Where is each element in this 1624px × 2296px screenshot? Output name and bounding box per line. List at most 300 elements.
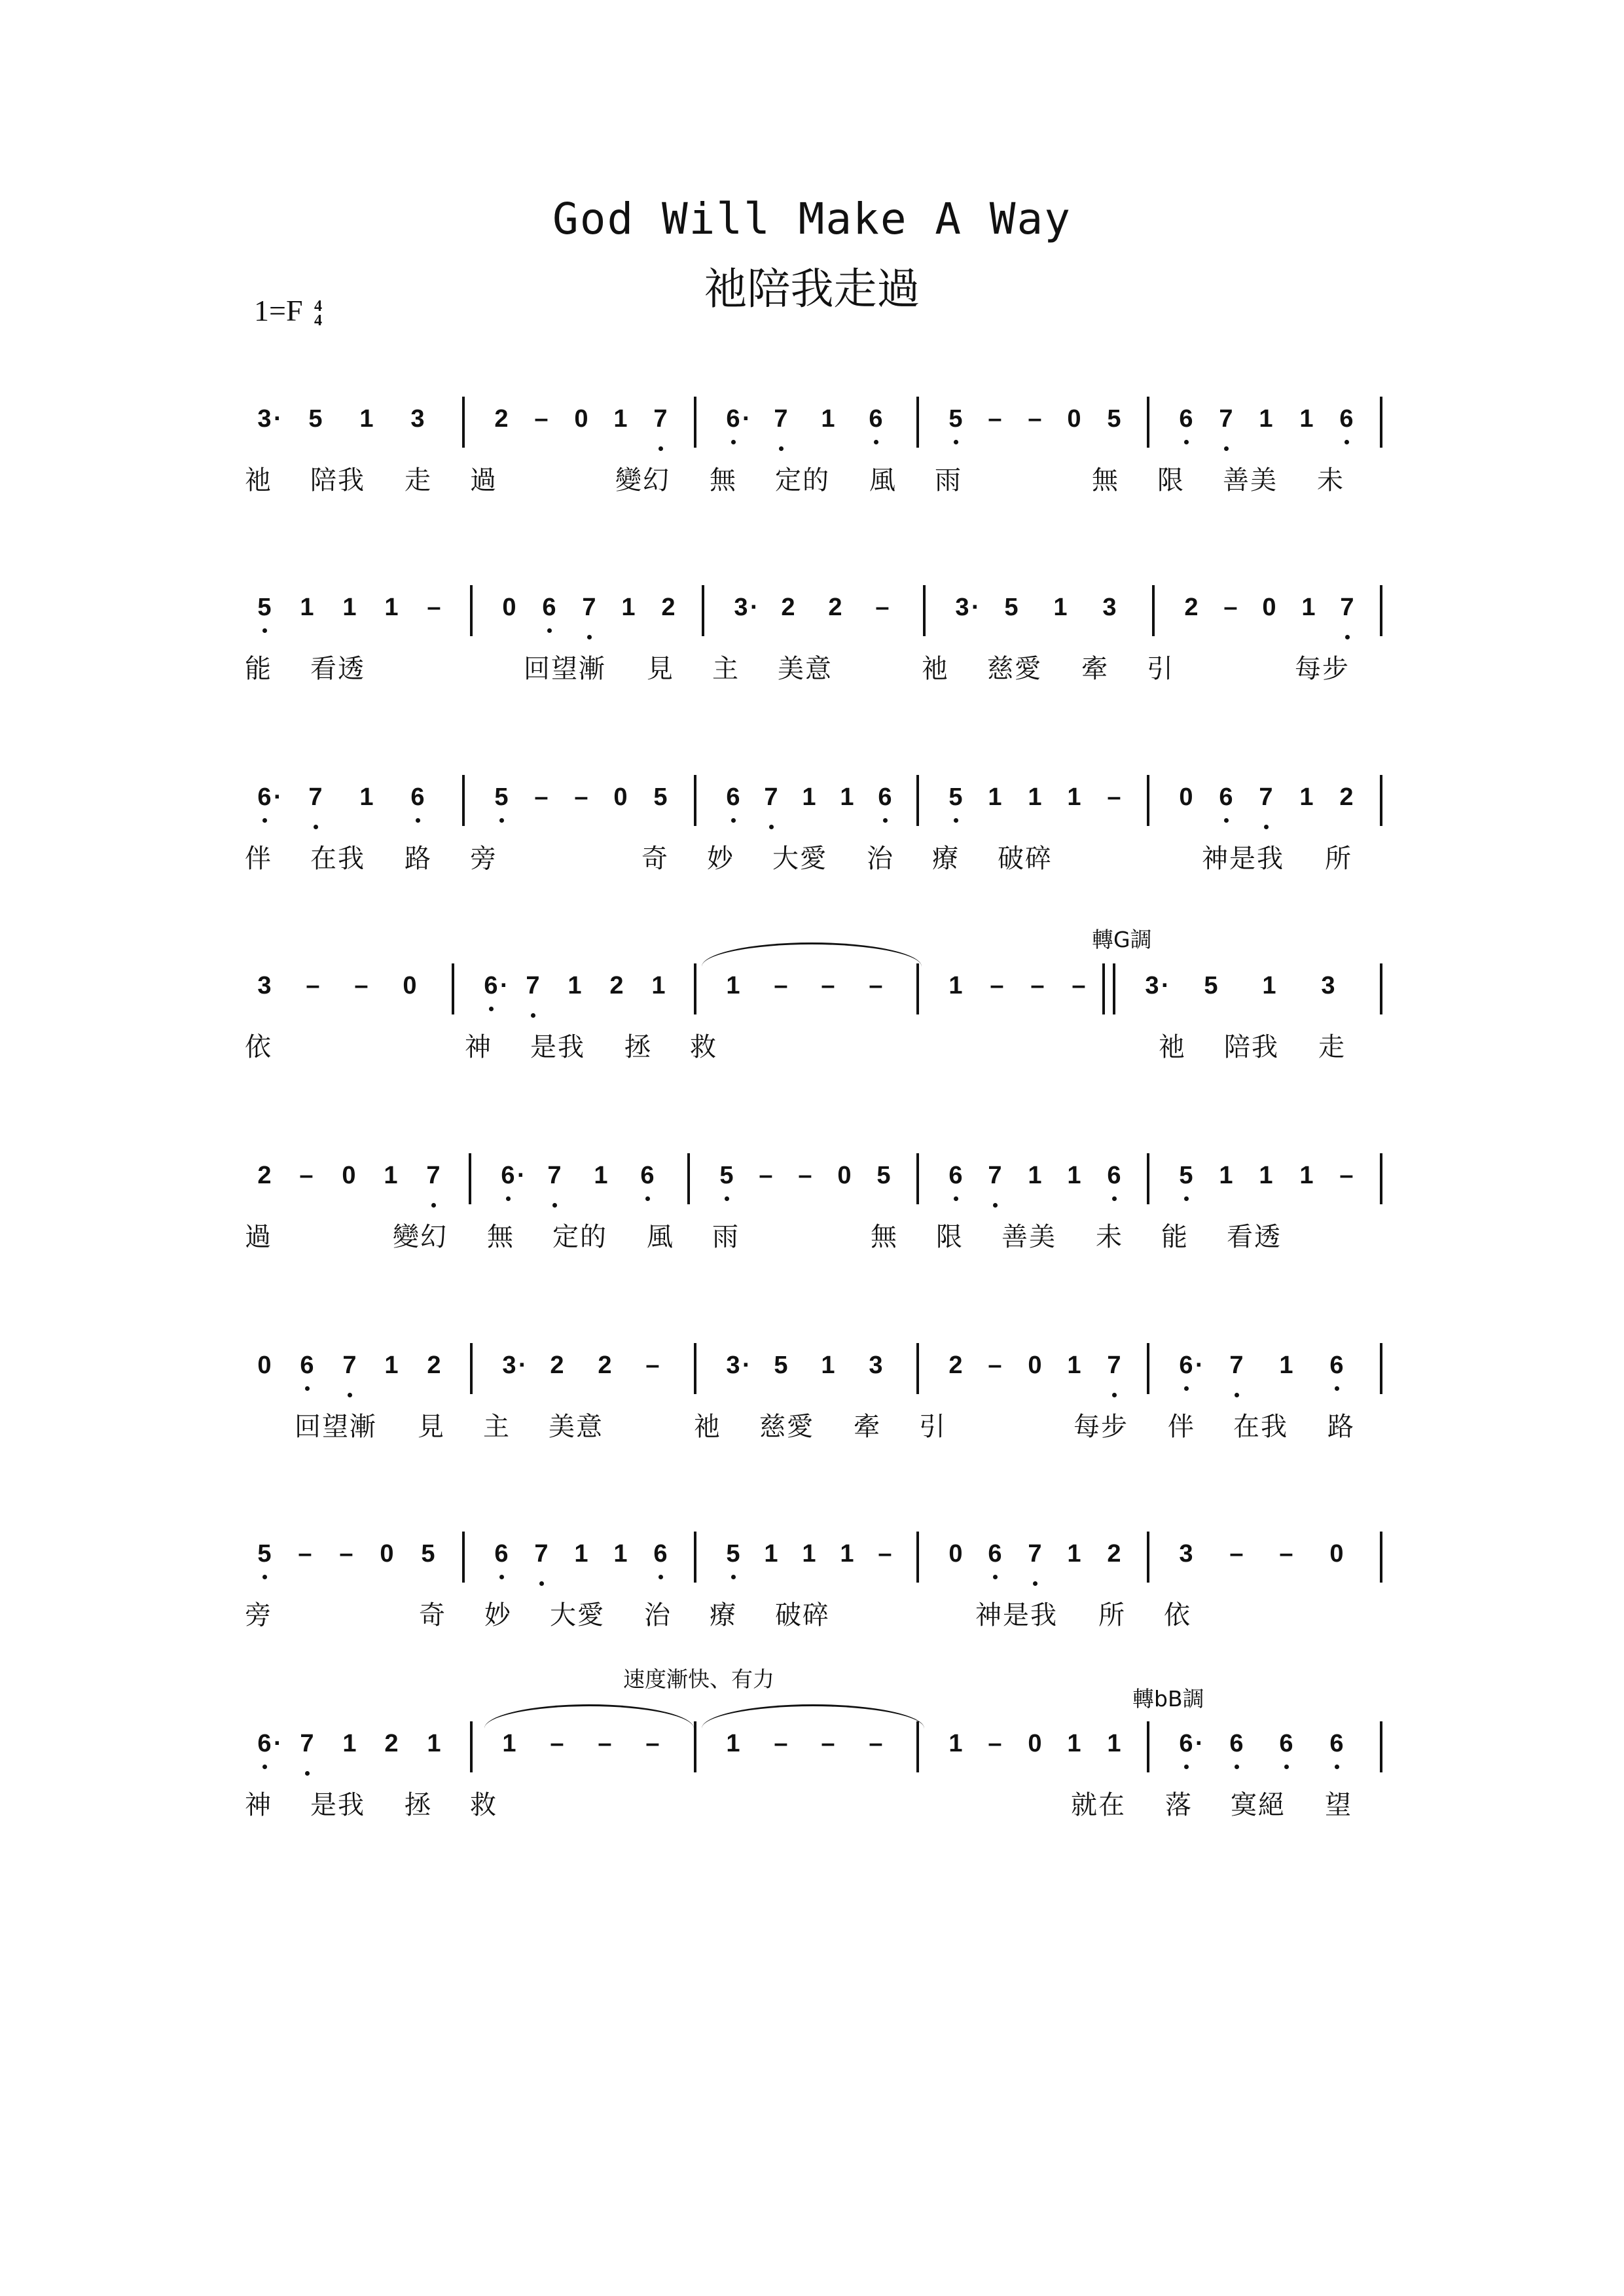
jianpu-note: 1 (802, 1540, 816, 1568)
jianpu-note: 0 (342, 1162, 356, 1189)
tempo-marking: 速度漸快、有力 (623, 1666, 774, 1692)
jianpu-note: 2 (1107, 1540, 1121, 1568)
low-octave-dot (779, 446, 784, 451)
jianpu-note: 3 (726, 1352, 740, 1379)
jianpu-note: 1 (384, 1352, 399, 1379)
barline (470, 585, 473, 636)
jianpu-note: 5 (876, 1162, 891, 1189)
low-octave-dot (262, 1575, 267, 1579)
jianpu-note: 3 (955, 594, 969, 621)
jianpu-note: 6 (398, 779, 437, 816)
low-octave-dot (1184, 1765, 1189, 1769)
barline (470, 1721, 473, 1772)
lyric-syllable: 變幻 (393, 1222, 448, 1252)
barline (916, 775, 919, 826)
jianpu-note: 5 (707, 1157, 746, 1194)
time-sig-bottom: 4 (314, 312, 323, 330)
score-line (0, 1725, 1624, 1843)
jianpu-note: 5 (653, 783, 668, 811)
jianpu-note: 7 (641, 401, 680, 437)
lyric-syllable: 風 (647, 1222, 674, 1252)
jianpu-note: 7 (1217, 1347, 1256, 1384)
low-octave-dot (874, 440, 878, 444)
jianpu-note: 7 (1246, 779, 1286, 816)
jianpu-note: 0 (1067, 405, 1081, 433)
barline (1147, 1153, 1149, 1204)
barline (1380, 585, 1382, 636)
jianpu-note: – (1072, 972, 1086, 999)
song-title-chinese: 祂陪我走過 (704, 264, 920, 314)
augmentation-dot: · (500, 972, 509, 999)
low-octave-dot (993, 1203, 998, 1208)
jianpu-note: 3 (1179, 1540, 1193, 1568)
barline (916, 1153, 919, 1204)
augmentation-dot: · (274, 1730, 282, 1757)
lyric-syllable: 破碎 (775, 1600, 830, 1630)
song-title-english: God Will Make A Way (552, 194, 1072, 244)
jianpu-note: – (339, 1540, 353, 1568)
lyric-syllable: 妙 (707, 844, 734, 874)
augmentation-dot: · (742, 1352, 751, 1379)
jianpu-note: 6 (713, 401, 753, 437)
lyric-syllable: 定的 (775, 465, 830, 495)
jianpu-note: 1 (948, 1730, 963, 1757)
augmentation-dot: · (517, 1162, 526, 1189)
tie-arc (702, 1704, 924, 1729)
jianpu-note: 1 (300, 594, 314, 621)
low-octave-dot (1335, 1386, 1339, 1391)
lyric-syllable: 牽 (1081, 654, 1109, 684)
jianpu-note: 1 (1219, 1162, 1233, 1189)
jianpu-note: 5 (1107, 405, 1121, 433)
jianpu-note: – (878, 1540, 892, 1568)
low-octave-dot (1264, 825, 1269, 829)
jianpu-note: 1 (1067, 1352, 1081, 1379)
lyric-syllable: 在我 (1233, 1412, 1288, 1442)
lyric-syllable: 奇 (641, 844, 669, 874)
jianpu-note: 6 (245, 779, 284, 816)
jianpu-note: 7 (751, 779, 791, 816)
lyric-syllable: 陪我 (310, 465, 365, 495)
lyric-syllable: 見 (647, 654, 674, 684)
lyric-syllable: 見 (418, 1412, 445, 1442)
jianpu-note: 5 (1004, 594, 1019, 621)
jianpu-note: – (1028, 405, 1042, 433)
jianpu-note: 3 (410, 405, 425, 433)
barline (687, 1153, 690, 1204)
jianpu-note: – (988, 1352, 1002, 1379)
score-line (0, 1157, 1624, 1275)
jianpu-note: 1 (1299, 783, 1314, 811)
lyric-syllable: 無 (487, 1222, 514, 1252)
lyric-syllable: 祂 (694, 1412, 721, 1442)
jianpu-note: 7 (513, 967, 552, 1004)
low-octave-dot (1224, 446, 1229, 451)
jianpu-note: 6 (1166, 1347, 1206, 1384)
jianpu-note: 2 (257, 1162, 272, 1189)
lyric-syllable: 定的 (552, 1222, 607, 1252)
jianpu-note: 6 (488, 1157, 528, 1194)
jianpu-note: – (354, 972, 369, 999)
jianpu-note: 7 (414, 1157, 453, 1194)
lyric-syllable: 未 (1096, 1222, 1123, 1252)
barline (694, 1721, 696, 1772)
barline (916, 1343, 919, 1394)
lyric-syllable: 就在 (1071, 1790, 1126, 1820)
lyric-syllable: 慈愛 (759, 1412, 814, 1442)
lyric-syllable: 善美 (1001, 1222, 1056, 1252)
jianpu-note: – (1030, 972, 1045, 999)
low-octave-dot (659, 1575, 663, 1579)
barline (1147, 397, 1149, 448)
low-octave-dot (1184, 1196, 1189, 1201)
lyric-syllable: 看透 (1227, 1222, 1282, 1252)
augmentation-dot: · (1195, 1730, 1204, 1757)
jianpu-note: 3 (257, 405, 272, 433)
jianpu-note: 1 (821, 405, 835, 433)
jianpu-note: 6 (287, 1347, 327, 1384)
lyric-syllable: 所 (1325, 844, 1352, 874)
jianpu-note: 1 (726, 972, 740, 999)
barline (462, 397, 465, 448)
barline (1380, 1343, 1382, 1394)
lyric-syllable: 陪我 (1224, 1032, 1279, 1062)
lyric-syllable: 拯 (405, 1790, 432, 1820)
barline (916, 397, 919, 448)
jianpu-note: 5 (774, 1352, 788, 1379)
barline (916, 1532, 919, 1583)
jianpu-note: 1 (342, 594, 357, 621)
low-octave-dot (731, 440, 736, 444)
jianpu-note: 7 (1206, 401, 1246, 437)
barline (452, 963, 454, 1014)
jianpu-note: – (645, 1352, 660, 1379)
jianpu-note: – (875, 594, 890, 621)
barline (462, 1532, 465, 1583)
lyric-syllable: 美意 (778, 654, 833, 684)
jianpu-note: – (798, 1162, 812, 1189)
key-label: 1=F (254, 294, 303, 327)
jianpu-note: 2 (948, 1352, 963, 1379)
lyric-syllable: 路 (1327, 1412, 1355, 1442)
jianpu-note: 0 (1179, 783, 1193, 811)
low-octave-dot (1033, 1581, 1038, 1586)
jianpu-note: – (1339, 1162, 1354, 1189)
low-octave-dot (262, 1765, 267, 1769)
low-octave-dot (1112, 1393, 1117, 1397)
key-change-g: 轉G調 (1092, 927, 1152, 952)
jianpu-note: 2 (661, 594, 676, 621)
jianpu-note: 2 (598, 1352, 612, 1379)
barline (1152, 585, 1155, 636)
low-octave-dot (954, 440, 958, 444)
low-octave-dot (659, 446, 663, 451)
lyric-syllable: 能 (1161, 1222, 1189, 1252)
jianpu-note: – (821, 972, 835, 999)
barline (694, 1343, 696, 1394)
double-barline (1102, 963, 1105, 1014)
lyric-syllable: 能 (245, 654, 272, 684)
jianpu-note: 1 (1259, 1162, 1273, 1189)
jianpu-note: 2 (384, 1730, 399, 1757)
barline (1380, 397, 1382, 448)
jianpu-note: – (306, 972, 320, 999)
lyric-syllable: 限 (936, 1222, 964, 1252)
jianpu-note: – (869, 1730, 883, 1757)
score-line (0, 1535, 1624, 1653)
lyric-syllable: 神 (245, 1790, 272, 1820)
jianpu-note: 7 (535, 1157, 574, 1194)
jianpu-note: 0 (1262, 594, 1276, 621)
jianpu-note: 7 (975, 1157, 1015, 1194)
jianpu-note: 6 (530, 589, 569, 626)
low-octave-dot (587, 635, 592, 639)
jianpu-note: 1 (613, 1540, 628, 1568)
jianpu-note: 1 (1067, 783, 1081, 811)
jianpu-note: 7 (330, 1347, 369, 1384)
jianpu-note: 7 (296, 779, 335, 816)
lyric-syllable: 祂 (922, 654, 949, 684)
jianpu-note: 6 (1094, 1157, 1134, 1194)
lyric-syllable: 拯 (624, 1032, 652, 1062)
jianpu-note: 3 (734, 594, 748, 621)
low-octave-dot (1112, 1196, 1117, 1201)
lyric-syllable: 旁 (470, 844, 497, 874)
low-octave-dot (1335, 1765, 1339, 1769)
lyric-syllable: 望 (1325, 1790, 1352, 1820)
barline (1380, 775, 1382, 826)
jianpu-note: – (759, 1162, 773, 1189)
lyric-syllable: 過 (245, 1222, 272, 1252)
jianpu-note: – (1229, 1540, 1244, 1568)
jianpu-note: 1 (840, 1540, 854, 1568)
jianpu-note: 2 (609, 972, 624, 999)
low-octave-dot (1224, 818, 1229, 823)
jianpu-note: 0 (403, 972, 417, 999)
lyric-syllable: 回望漸 (524, 654, 606, 684)
jianpu-note: 1 (384, 594, 399, 621)
jianpu-note: 1 (384, 1162, 398, 1189)
score-line (0, 967, 1624, 1085)
jianpu-note: 7 (1015, 1535, 1055, 1572)
lyric-syllable: 大愛 (550, 1600, 605, 1630)
jianpu-note: 5 (482, 779, 521, 816)
jianpu-note: 1 (1028, 1162, 1042, 1189)
jianpu-note: 0 (380, 1540, 394, 1568)
jianpu-note: 1 (621, 594, 636, 621)
jianpu-note: 2 (1339, 783, 1354, 811)
low-octave-dot (499, 818, 504, 823)
jianpu-note: – (774, 972, 788, 999)
barline (469, 1153, 471, 1204)
lyric-syllable: 神 (465, 1032, 492, 1062)
jianpu-note: 0 (1028, 1352, 1042, 1379)
jianpu-note: 1 (1067, 1540, 1081, 1568)
jianpu-note: 6 (856, 401, 895, 437)
jianpu-note: 7 (1094, 1347, 1134, 1384)
barline (694, 397, 696, 448)
tie-arc (702, 942, 922, 967)
jianpu-note: 6 (713, 779, 753, 816)
jianpu-note: 5 (1204, 972, 1218, 999)
tie-arc (484, 1704, 694, 1729)
lyric-syllable: 引 (1147, 654, 1174, 684)
score-line (0, 401, 1624, 518)
score-line (0, 779, 1624, 897)
jianpu-note: 1 (568, 972, 582, 999)
low-octave-dot (1284, 1765, 1289, 1769)
lyric-syllable: 祂 (245, 465, 272, 495)
jianpu-note: 6 (1166, 1725, 1206, 1762)
jianpu-note: 1 (726, 1730, 740, 1757)
lyric-syllable: 無 (871, 1222, 898, 1252)
lyric-syllable: 療 (710, 1600, 737, 1630)
low-octave-dot (954, 1196, 958, 1201)
jianpu-note: 1 (1107, 1730, 1121, 1757)
low-octave-dot (416, 818, 420, 823)
jianpu-note: 1 (574, 1540, 588, 1568)
jianpu-note: 1 (1028, 783, 1042, 811)
jianpu-note: 7 (522, 1535, 561, 1572)
jianpu-note: – (534, 783, 549, 811)
jianpu-note: 3 (869, 1352, 883, 1379)
barline (1147, 1532, 1149, 1583)
low-octave-dot (1235, 1765, 1239, 1769)
low-octave-dot (305, 1386, 310, 1391)
jianpu-note: 1 (427, 1730, 441, 1757)
barline (462, 775, 465, 826)
barline (1147, 1721, 1149, 1772)
lyric-syllable: 雨 (712, 1222, 740, 1252)
jianpu-note: 6 (1206, 779, 1246, 816)
jianpu-note: 7 (287, 1725, 327, 1762)
lyric-syllable: 無 (710, 465, 737, 495)
low-octave-dot (1344, 440, 1349, 444)
lyric-syllable: 主 (712, 654, 740, 684)
jianpu-note: 6 (936, 1157, 975, 1194)
lyric-syllable: 路 (405, 844, 432, 874)
jianpu-note: 3 (502, 1352, 516, 1379)
low-octave-dot (262, 818, 267, 823)
lyric-syllable: 每步 (1074, 1412, 1128, 1442)
augmentation-dot: · (518, 1352, 527, 1379)
time-signature (314, 299, 322, 328)
jianpu-note: 5 (245, 1535, 284, 1572)
jianpu-note: – (1279, 1540, 1293, 1568)
jianpu-note: 1 (502, 1730, 516, 1757)
time-sig-top: 4 (314, 298, 323, 315)
low-octave-dot (1184, 1386, 1189, 1391)
jianpu-note: 2 (828, 594, 842, 621)
jianpu-note: – (821, 1730, 835, 1757)
barline (923, 585, 926, 636)
barline (1147, 775, 1149, 826)
jianpu-note: – (1223, 594, 1238, 621)
jianpu-note: 1 (1067, 1162, 1081, 1189)
low-octave-dot (531, 1013, 535, 1018)
jianpu-note: 1 (1053, 594, 1068, 621)
lyric-syllable: 依 (245, 1032, 272, 1062)
lyric-syllable: 看透 (310, 654, 365, 684)
low-octave-dot (314, 825, 318, 829)
lyric-syllable: 依 (1164, 1600, 1191, 1630)
jianpu-note: 5 (713, 1535, 753, 1572)
low-octave-dot (552, 1203, 557, 1208)
augmentation-dot: · (1195, 1352, 1204, 1379)
jianpu-note: 1 (1262, 972, 1276, 999)
augmentation-dot: · (274, 405, 282, 433)
jianpu-note: 0 (502, 594, 516, 621)
barline (694, 963, 696, 1014)
lyric-syllable: 破碎 (998, 844, 1053, 874)
lyric-syllable: 是我 (310, 1790, 365, 1820)
jianpu-note: 1 (1279, 1352, 1293, 1379)
jianpu-note: – (1107, 783, 1121, 811)
jianpu-note: 1 (359, 783, 374, 811)
barline (1380, 1721, 1382, 1772)
jianpu-note: – (299, 1162, 314, 1189)
augmentation-dot: · (971, 594, 980, 621)
lyric-syllable: 伴 (245, 844, 272, 874)
jianpu-note: – (869, 972, 883, 999)
jianpu-note: 6 (1267, 1725, 1306, 1762)
low-octave-dot (645, 1196, 650, 1201)
lyric-syllable: 回望漸 (295, 1412, 377, 1442)
jianpu-note: 1 (651, 972, 666, 999)
jianpu-note: – (534, 405, 549, 433)
jianpu-note: 1 (1299, 1162, 1314, 1189)
lyric-syllable: 變幻 (615, 465, 670, 495)
barline (1380, 963, 1382, 1014)
low-octave-dot (731, 1575, 736, 1579)
jianpu-note: 1 (1259, 405, 1273, 433)
lyric-syllable: 牽 (854, 1412, 881, 1442)
lyric-syllable: 所 (1098, 1600, 1126, 1630)
barline (1380, 1532, 1382, 1583)
jianpu-note: 3 (1321, 972, 1335, 999)
low-octave-dot (769, 825, 774, 829)
lyric-syllable: 過 (470, 465, 497, 495)
lyric-syllable: 神是我 (975, 1600, 1058, 1630)
low-octave-dot (547, 628, 552, 633)
jianpu-note: 1 (594, 1162, 608, 1189)
low-octave-dot (883, 818, 888, 823)
low-octave-dot (489, 1007, 494, 1011)
jianpu-note: 2 (781, 594, 795, 621)
jianpu-note: 6 (1217, 1725, 1256, 1762)
lyric-syllable: 祂 (1159, 1032, 1186, 1062)
lyric-syllable: 主 (483, 1412, 511, 1442)
lyric-syllable: 善美 (1223, 465, 1278, 495)
lyric-syllable: 寞絕 (1231, 1790, 1286, 1820)
jianpu-note: 0 (574, 405, 588, 433)
lyric-syllable: 每步 (1295, 654, 1350, 684)
lyric-syllable: 妙 (484, 1600, 512, 1630)
augmentation-dot: · (1161, 972, 1170, 999)
lyric-syllable: 療 (932, 844, 960, 874)
lyric-syllable: 限 (1157, 465, 1185, 495)
jianpu-note: 6 (1317, 1725, 1356, 1762)
jianpu-note: 7 (569, 589, 609, 626)
score-line (0, 1347, 1624, 1465)
jianpu-note: – (574, 783, 588, 811)
jianpu-note: 5 (245, 589, 284, 626)
jianpu-note: 3 (1102, 594, 1117, 621)
jianpu-note: 1 (802, 783, 816, 811)
lyric-syllable: 引 (919, 1412, 947, 1442)
lyric-syllable: 治 (644, 1600, 672, 1630)
low-octave-dot (431, 1203, 436, 1208)
